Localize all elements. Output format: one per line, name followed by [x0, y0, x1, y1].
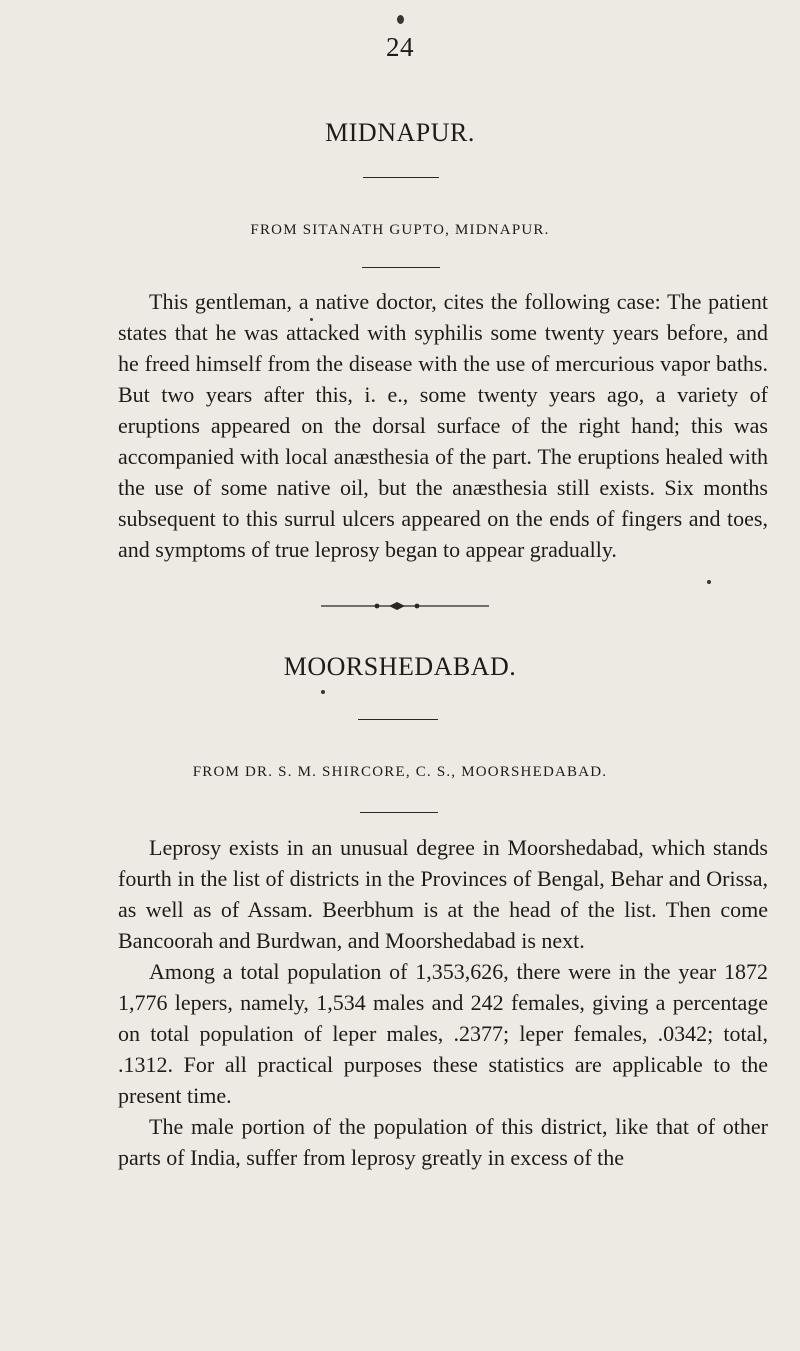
ink-speck [707, 580, 711, 584]
paragraph: Leprosy exists in an unusual degree in Moorshedabad, which stands fourth in the list of districts in the Provinces of Bengal, Behar and Orissa, as well as of Assam. Beerbhum is at the head of the list. Then come Bancoorah and Burdwan, and Moorshedabad is next. [118, 835, 768, 953]
correspondent-rule [362, 267, 440, 268]
title-rule [363, 177, 439, 178]
section-title-moorshedabad: MOORSHEDABAD. [283, 652, 517, 681]
ink-speck [397, 15, 404, 24]
paragraph: This gentleman, a native doctor, cites the following case: The patient states that he was attacked with syphilis some twenty years before, and he freed himself from the disease with the use of mercurious vapor baths. But two years after this, i. e., some twenty years ago, a variety of eruptions appeared on the dorsal surface of the right hand; this was accompanied with local anæsthesia of the part. The eruptions healed with the use of some native oil, but the anæsthesia still exists. Six months subsequent to this surrul ulcers appeared on the ends of fingers and toes, and symptoms of true leprosy began to appear gradually. [118, 289, 768, 562]
correspondent-rule [360, 812, 438, 813]
section-body-midnapur [118, 286, 768, 565]
section-title-midnapur: MIDNAPUR. [325, 118, 475, 147]
title-rule [358, 719, 438, 720]
paragraph: The male portion of the population of this district, like that of other parts of India, suffer from leprosy greatly in excess of the [118, 1114, 768, 1170]
ornamental-divider [321, 600, 489, 612]
page-number: 24 [386, 32, 414, 62]
section-body-moorshedabad [118, 832, 768, 1173]
correspondent-line-moorshedabad: FROM DR. S. M. SHIRCORE, C. S., MOORSHEDABAD. [192, 764, 608, 780]
ink-speck [321, 690, 325, 694]
paragraph: Among a total population of 1,353,626, there were in the year 1872 1,776 lepers, namely, 1,534 males and 242 females, giving a percentage on total population of leper males, .2377; leper females, .0342; total, .1312. For all practical purposes these statistics are applicable to the present time. [118, 959, 768, 1108]
correspondent-line-midnapur: FROM SITANATH GUPTO, MIDNAPUR. [250, 222, 550, 238]
